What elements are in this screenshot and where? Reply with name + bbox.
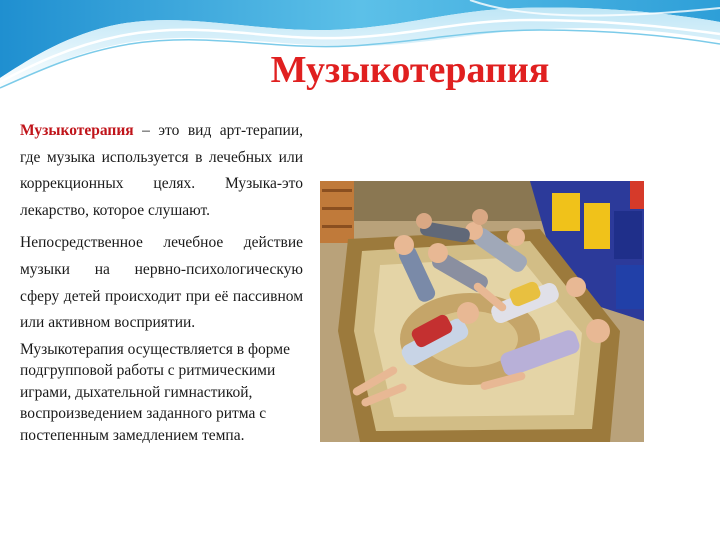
paragraph-definition <box>20 118 303 224</box>
paragraph-practice: Музыкотерапия осуществляется в форме подгрупповой работы с ритмическими играми, дыхательной гимнастикой, воспроизведением заданного ритма с постепенным замедлением темпа. <box>20 340 290 444</box>
body-text <box>20 118 303 446</box>
children-relaxation-photo <box>320 181 644 442</box>
definition-text: – это вид арт-терапии, где музыка используется в лечебных или коррекционных целях. Музыка-это лекарство, которое слушают. <box>20 122 303 219</box>
paragraph-effect: Непосредственное лечебное действие музыки на нервно-психологическую сферу детей происходит при её пассивном или активном восприятии. <box>20 234 303 332</box>
lead-term: Музыкотерапия <box>20 122 134 139</box>
slide-title: Музыкотерапия <box>270 49 550 91</box>
